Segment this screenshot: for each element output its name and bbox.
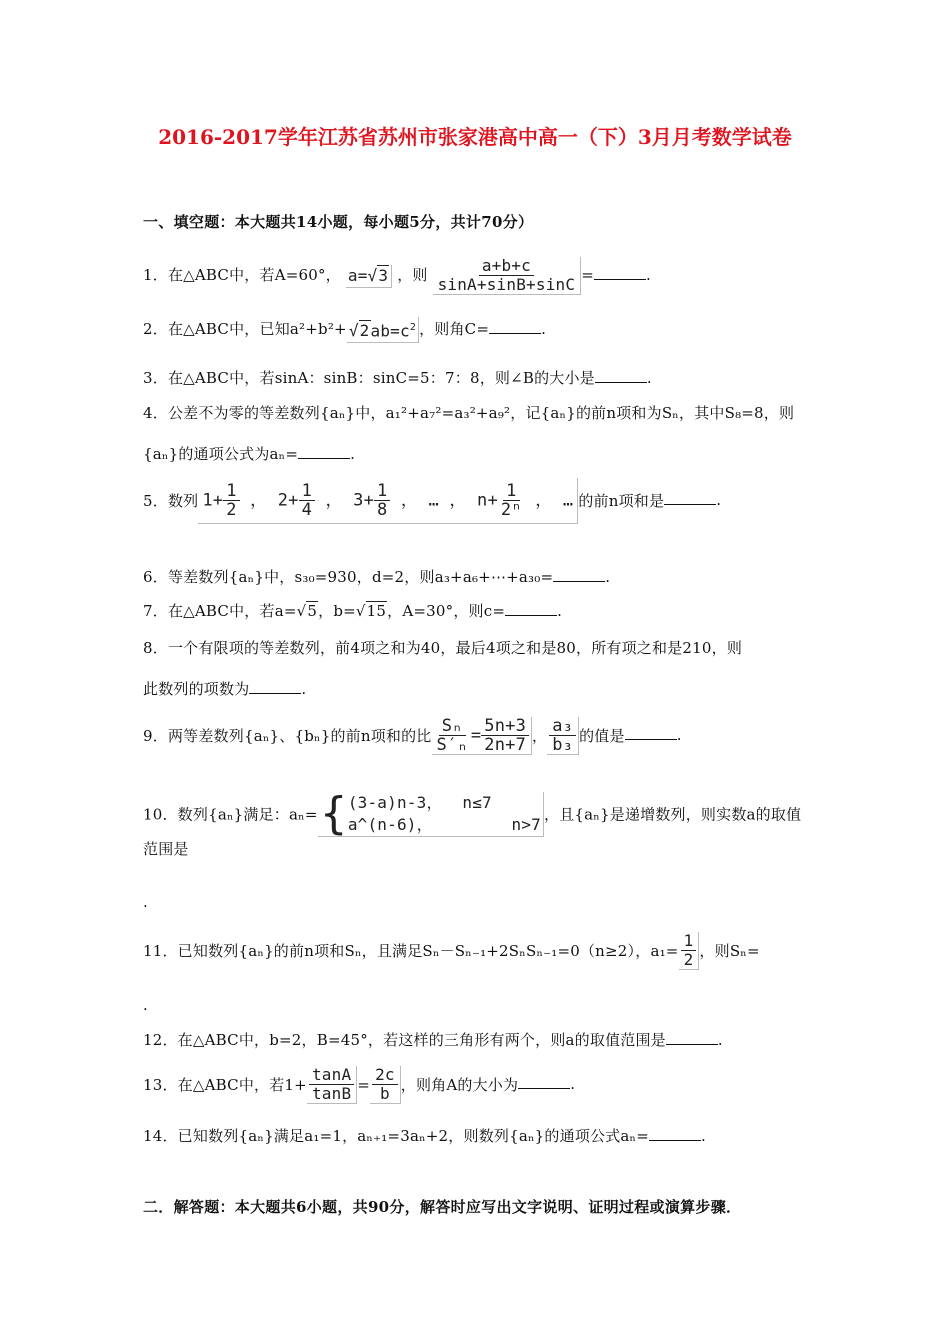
q1-fraction: $\frac{a+b+c}{\sin A+\sin B+\sin C}$ [433,257,582,295]
answer-blank [594,267,646,280]
question-8-continued: 此数列的项数为 . [143,680,307,698]
q5-series: 1+ $\frac{1}{2}$ ， 2+ $\frac{1}{4}$ ， 3+ $\frac{1}{8}$ ， … ， n+ $\frac{1}{\text{2ⁿ}}$ ， … [198,478,578,524]
question-11: 11．已知数列{aₙ}的前n项和Sₙ，且满足Sₙ－Sₙ₋₁+2SₙSₙ₋₁=0（n≥2），a₁= $\frac{1}{2}$ ，则Sₙ= [143,931,760,969]
question-4-continued: {aₙ}的通项公式为aₙ= . [143,445,356,463]
question-6: 6．等差数列{aₙ}中，s₃₀=930，d=2，则a₃+a₆+⋯+a₃₀= . [143,568,611,586]
q10-piecewise: {(3-a)n-3， n≤7 a^(n-6)， n>7 [318,792,544,837]
answer-blank [489,321,541,334]
question-9: 9．两等差数列{aₙ}、{bₙ}的前n项和的比 $\frac{\text{Sₙ}}{\text{S′ₙ}}$ = $\frac{5n+3}{2n+7}$ ， $\frac{\text{a₃}}{\text{b₃}}$ 的值是 . [143,716,682,755]
question-7: 7．在△ABC中，若a=√5，b=√15，A=30°，则c= . [143,602,563,620]
question-13: 13．在△ABC中，若1+ $\frac{\tan A}{\tan B}$ = $\frac{2c}{b}$ ，则角A的大小为 . [143,1065,576,1103]
answer-blank [298,446,350,459]
q9-ratio: $\frac{\text{Sₙ}}{\text{S′ₙ}}$ = $\frac{5n+3}{2n+7}$ [432,717,533,755]
question-10: 10．数列{aₙ}满足：aₙ={(3-a)n-3， n≤7 a^(n-6)， n>7，且{aₙ}是递增数列，则实数a的取值范围是 [143,788,802,858]
question-14: 14．已知数列{aₙ}满足a₁=1，aₙ₊₁=3aₙ+2，则数列{aₙ}的通项公式aₙ= . [143,1127,706,1145]
document-title: 2016-2017学年江苏省苏州市张家港高中高一（下）3月月考数学试卷 [158,125,792,149]
q9-target: $\frac{\text{a₃}}{\text{b₃}}$ [547,717,579,755]
q13-fraction-1: $\frac{\tan A}{\tan B}$ [307,1066,357,1104]
question-2: 2．在△ABC中，已知$a^2+b^2+ √2ab=c^2$ ，则角C= . [143,317,810,343]
left-brace-icon: { [319,788,348,839]
answer-blank [625,727,677,740]
question-8: 8．一个有限项的等差数列，前4项之和为40，最后4项之和是80，所有项之和是210，则 [143,639,743,657]
question-1: 1．在△ABC中，若A=60°， a=√3 ，则 $\frac{a+b+c}{\sin A+\sin B+\sin C}$ = . [143,256,651,294]
answer-blank [518,1076,570,1089]
q2-formula: $√2ab=c^2$ [347,317,419,343]
answer-blank [649,1128,701,1141]
answer-blank [505,603,557,616]
answer-blank [666,1032,718,1045]
question-12: 12．在△ABC中，b=2，B=45°，若这样的三角形有两个，则a的取值范围是 . [143,1031,723,1049]
section-solutions-heading: 二．解答题：本大题共6小题，共90分，解答时应写出文字说明、证明过程或演算步骤． [143,1198,742,1216]
answer-blank [553,569,605,582]
section-fill-in-heading: 一、填空题：本大题共14小题，每小题5分，共计70分） [143,213,534,231]
question-5: 5．数列 1+ $\frac{1}{2}$ ， 2+ $\frac{1}{4}$ ， 3+ $\frac{1}{8}$ ， … ， n+ $\frac{1}{\text{2ⁿ}}$ ， … 的前n项和是 . [143,478,810,524]
answer-blank [664,492,716,505]
q1-a-value: a=√3 [346,265,392,288]
answer-blank [595,370,647,383]
q13-fraction-2: $\frac{2c}{b}$ [370,1066,401,1104]
question-4: 4．公差不为零的等差数列{aₙ}中，a₁²+a₇²=a₃²+a₉²，记{aₙ}的前n项和为Sₙ，其中S₈=8，则 [143,404,795,422]
sqrt-symbol: √2 [348,321,370,341]
answer-blank [249,681,301,694]
question-10-end: . [143,893,148,911]
sqrt-symbol: √15 [355,602,387,620]
question-11-end: . [143,996,148,1014]
q11-a1-value: $\frac{1}{2}$ [679,932,700,970]
question-3: 3．在△ABC中，若sinA：sinB：sinC=5：7：8，则∠B的大小是 . [143,369,652,387]
sqrt-symbol: √5 [296,602,318,620]
sqrt-symbol: √3 [367,265,389,285]
